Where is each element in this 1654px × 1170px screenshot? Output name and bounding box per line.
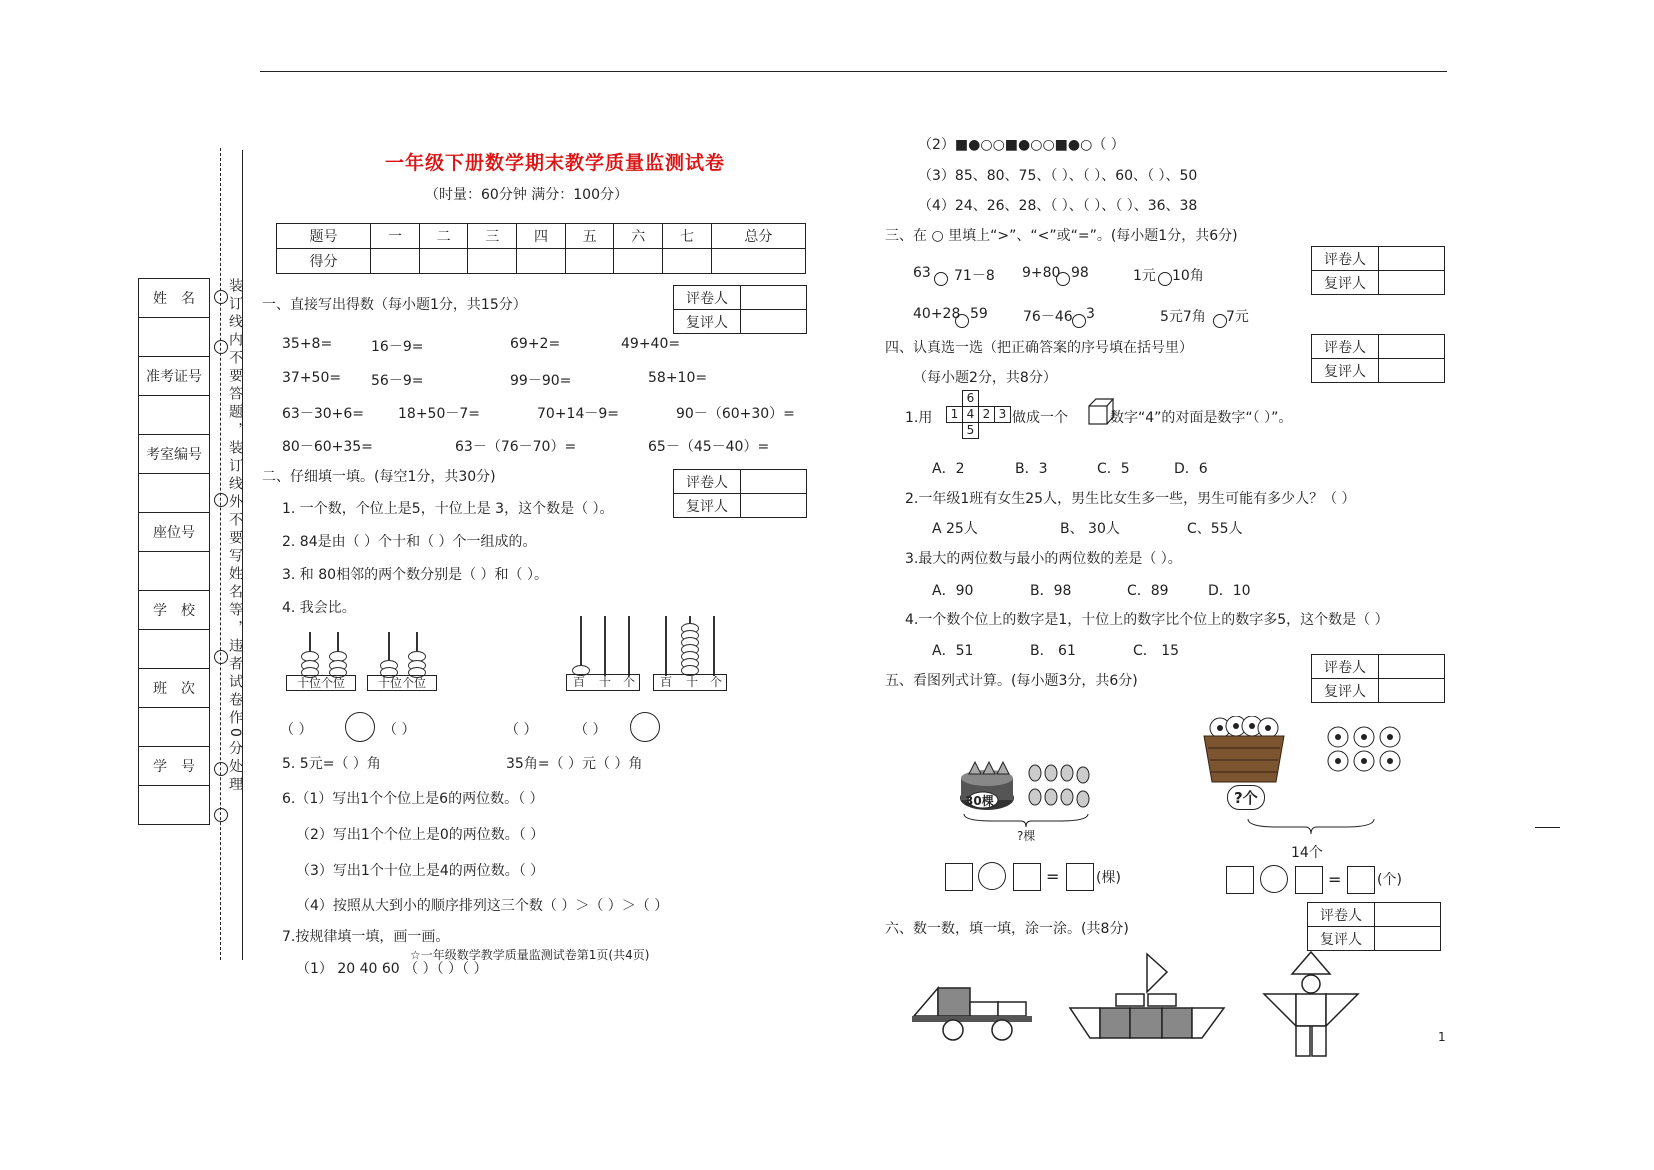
score-row-label: 得分 bbox=[277, 249, 371, 274]
field-name-blank[interactable] bbox=[139, 318, 210, 357]
section4-title: 四、认真选一选（把正确答案的序号填在括号里） bbox=[885, 340, 1193, 356]
question: （3）写出1个十位上是4的两位数。（ ） bbox=[296, 863, 545, 879]
robot-shape-figure bbox=[1262, 950, 1360, 1060]
score-table bbox=[276, 223, 806, 274]
abacus-label: 个 bbox=[623, 675, 636, 689]
carrots-icon bbox=[1025, 763, 1091, 811]
answer-box[interactable] bbox=[1066, 863, 1094, 891]
grader-label: 复评人 bbox=[1312, 679, 1379, 703]
answer-box[interactable] bbox=[1226, 866, 1254, 894]
option[interactable]: A 25人 bbox=[932, 521, 978, 537]
compare-right: 10角 bbox=[1172, 268, 1204, 284]
page-subtitle: （时量：60分钟 满分：100分） bbox=[425, 187, 628, 203]
question: 2. 84是由（ ）个十和（ ）个一组成的。 bbox=[282, 534, 537, 550]
score-header: 一 bbox=[371, 224, 420, 249]
section4-subtitle: （每小题2分，共8分） bbox=[913, 370, 1057, 386]
grader-label: 复评人 bbox=[1312, 359, 1379, 383]
compare-circle[interactable] bbox=[1056, 272, 1070, 286]
option[interactable]: C． 15 bbox=[1133, 643, 1180, 659]
compare-circle[interactable] bbox=[1213, 314, 1227, 328]
question: 35角=（ ）元（ ）角 bbox=[506, 756, 643, 772]
grader-cell[interactable] bbox=[1379, 335, 1445, 359]
page-title: 一年级下册数学期末教学质量监测试卷 bbox=[385, 152, 726, 174]
problem: 56－9= bbox=[371, 373, 424, 389]
question: 1. 一个数，个位上是5，十位上是 3，这个数是（ ）。 bbox=[282, 501, 614, 517]
compare-circle[interactable] bbox=[1072, 314, 1086, 328]
problem: 37+50= bbox=[282, 370, 342, 386]
unit-label: (棵) bbox=[1096, 870, 1121, 886]
section6-title: 六、数一数，填一填，涂一涂。(共8分) bbox=[885, 921, 1129, 937]
question: 2.一年级1班有女生25人，男生比女生多一些，男生可能有多少人？（ ） bbox=[905, 491, 1356, 507]
compare-circle[interactable] bbox=[345, 712, 375, 742]
question: （3）85、80、75、（ ）、（ ）、60、（ ）、50 bbox=[918, 168, 1198, 184]
option[interactable]: C．89 bbox=[1127, 583, 1169, 599]
grader-box-2 bbox=[673, 469, 807, 518]
binding-line bbox=[220, 148, 221, 960]
answer-blank[interactable]: （ ） bbox=[383, 722, 416, 738]
grader-cell[interactable] bbox=[1379, 271, 1445, 295]
compare-circle[interactable] bbox=[934, 272, 948, 286]
grader-label: 复评人 bbox=[1312, 271, 1379, 295]
operator-circle[interactable] bbox=[978, 862, 1006, 890]
grader-box-1 bbox=[673, 285, 807, 334]
operator-circle[interactable] bbox=[1260, 865, 1288, 893]
problem: 58+10= bbox=[648, 370, 708, 386]
compare-left: 63 bbox=[913, 265, 931, 281]
score-header: 四 bbox=[517, 224, 566, 249]
answer-box[interactable] bbox=[945, 863, 973, 891]
grader-cell[interactable] bbox=[741, 470, 807, 494]
problem: 70+14－9= bbox=[537, 406, 619, 422]
abacus-label: 百 bbox=[573, 675, 586, 689]
brace-icon bbox=[1247, 818, 1375, 836]
grader-cell[interactable] bbox=[1379, 655, 1445, 679]
compare-left: 76－46 bbox=[1023, 309, 1073, 325]
field-room: 考室编号 bbox=[139, 435, 210, 474]
score-cell[interactable] bbox=[565, 249, 614, 274]
score-cell[interactable] bbox=[663, 249, 712, 274]
page-footer: ☆一年级数学教学质量监测试卷第1页(共4页) bbox=[410, 948, 650, 962]
answer-box[interactable] bbox=[1013, 863, 1041, 891]
student-info-table bbox=[138, 278, 210, 825]
question: 数字“4”的对面是数字“（ ）”。 bbox=[1110, 410, 1293, 426]
grader-label: 评卷人 bbox=[1312, 335, 1379, 359]
score-header: 三 bbox=[468, 224, 517, 249]
grader-label: 复评人 bbox=[674, 310, 741, 334]
binding-notice: 装订线内不要答题，装订线外不要写姓名等，违者试卷作0分处理 bbox=[227, 278, 243, 795]
margin-mark bbox=[1535, 827, 1560, 828]
field-school-blank[interactable] bbox=[139, 630, 210, 669]
grader-label: 评卷人 bbox=[674, 286, 741, 310]
field-seat: 座位号 bbox=[139, 513, 210, 552]
grader-cell[interactable] bbox=[1375, 903, 1441, 927]
problem: 80－60+35= bbox=[282, 439, 373, 455]
question: （2）■●○○■●○○■●○（ ） bbox=[918, 137, 1125, 153]
unit-label: (个) bbox=[1377, 872, 1402, 888]
compare-left: 40+28 bbox=[913, 306, 961, 322]
equals-sign: = bbox=[1328, 870, 1342, 889]
field-name: 姓 名 bbox=[139, 279, 210, 318]
net-cell: 1 bbox=[946, 406, 963, 423]
compare-right: 7元 bbox=[1226, 309, 1249, 325]
compare-right: 71－8 bbox=[954, 268, 995, 284]
abacus-label: 百 bbox=[660, 675, 673, 689]
net-cell: 2 bbox=[978, 406, 995, 423]
grader-cell[interactable] bbox=[741, 494, 807, 518]
score-header: 七 bbox=[663, 224, 712, 249]
question: 7.按规律填一填，画一画。 bbox=[282, 929, 450, 945]
basket-label: 30棵 bbox=[965, 794, 994, 808]
score-cell[interactable] bbox=[517, 249, 566, 274]
option[interactable]: D．6 bbox=[1174, 461, 1208, 477]
question: 3. 和 80相邻的两个数分别是（ ）和（ ）。 bbox=[282, 567, 548, 583]
grader-label: 评卷人 bbox=[1312, 247, 1379, 271]
page-number: 1 bbox=[1438, 1030, 1446, 1044]
answer-box[interactable] bbox=[1295, 866, 1323, 894]
score-header: 六 bbox=[614, 224, 663, 249]
question: （4）24、26、28、（ ）、（ ）、（ ）、36、38 bbox=[918, 198, 1198, 214]
problem: 63－30+6= bbox=[282, 406, 364, 422]
basket-question-label: ?个 bbox=[1227, 785, 1265, 810]
question: 3.最大的两位数与最小的两位数的差是（ ）。 bbox=[905, 551, 1182, 567]
field-student-no: 学 号 bbox=[139, 747, 210, 786]
question: 做成一个 bbox=[1012, 410, 1068, 426]
abacus-label: 个位 bbox=[402, 676, 427, 690]
problem: 49+40= bbox=[621, 336, 681, 352]
option[interactable]: C．5 bbox=[1097, 461, 1130, 477]
question: （2）写出1个个位上是0的两位数。（ ） bbox=[296, 827, 545, 843]
option[interactable]: B．3 bbox=[1015, 461, 1048, 477]
abacus-label: 十 bbox=[599, 675, 612, 689]
score-cell[interactable] bbox=[614, 249, 663, 274]
grader-label: 复评人 bbox=[1308, 927, 1375, 951]
net-cell: 3 bbox=[994, 406, 1011, 423]
field-class: 班 次 bbox=[139, 669, 210, 708]
brace-label: 14个 bbox=[1291, 845, 1323, 861]
abacus-label: 十位 bbox=[296, 676, 321, 690]
abacus-label: 个 bbox=[710, 675, 723, 689]
option[interactable]: A．2 bbox=[932, 461, 965, 477]
grader-box-4 bbox=[1311, 334, 1445, 383]
grader-label: 评卷人 bbox=[674, 470, 741, 494]
score-cell[interactable] bbox=[468, 249, 517, 274]
field-class-blank[interactable] bbox=[139, 708, 210, 747]
question: （1） 20 40 60 （ ）（ ）（ ） bbox=[296, 961, 488, 977]
grader-cell[interactable] bbox=[1375, 927, 1441, 951]
option[interactable]: A．51 bbox=[932, 643, 974, 659]
loose-balls-icon bbox=[1327, 726, 1401, 772]
question: 5. 5元=（ ）角 bbox=[282, 756, 381, 772]
grader-label: 复评人 bbox=[674, 494, 741, 518]
abacus-label: 十位 bbox=[377, 676, 402, 690]
option[interactable]: D．10 bbox=[1208, 583, 1251, 599]
net-cell: 5 bbox=[962, 422, 979, 439]
field-exam-id: 准考证号 bbox=[139, 357, 210, 396]
score-cell[interactable] bbox=[711, 249, 805, 274]
compare-left: 5元7角 bbox=[1160, 309, 1206, 325]
section1-title: 一、直接写出得数（每小题1分，共15分） bbox=[262, 297, 527, 313]
problem: 18+50－7= bbox=[398, 406, 480, 422]
question: 1.用 bbox=[905, 410, 933, 426]
grader-cell[interactable] bbox=[741, 310, 807, 334]
question: 6.（1）写出1个个位上是6的两位数。（ ） bbox=[282, 791, 544, 807]
option[interactable]: B．98 bbox=[1030, 583, 1072, 599]
grader-cell[interactable] bbox=[1379, 679, 1445, 703]
compare-left: 9+80 bbox=[1022, 265, 1061, 281]
compare-circle[interactable] bbox=[955, 314, 969, 328]
problem: 65－（45－40）= bbox=[648, 439, 770, 455]
abacus-label: 十 bbox=[686, 675, 699, 689]
option[interactable]: C、55人 bbox=[1187, 521, 1243, 537]
answer-blank[interactable]: （ ） bbox=[280, 722, 313, 738]
field-school: 学 校 bbox=[139, 591, 210, 630]
net-cell: 4 bbox=[962, 406, 979, 423]
section3-title: 三、在 ○ 里填上“>”、“<”或“=”。(每小题1分，共6分) bbox=[885, 228, 1238, 244]
compare-circle[interactable] bbox=[630, 712, 660, 742]
grader-label: 评卷人 bbox=[1308, 903, 1375, 927]
score-header: 题号 bbox=[277, 224, 371, 249]
problem: 35+8= bbox=[282, 336, 333, 352]
grader-cell[interactable] bbox=[1379, 247, 1445, 271]
section5-title: 五、看图列式计算。(每小题3分，共6分) bbox=[885, 673, 1138, 689]
compare-circle[interactable] bbox=[1158, 272, 1172, 286]
compare-right: 3 bbox=[1086, 306, 1095, 322]
abacus-label: 个位 bbox=[321, 676, 346, 690]
problem: 99－90= bbox=[510, 373, 572, 389]
option[interactable]: B． 61 bbox=[1030, 643, 1076, 659]
problem: 63－（76－70）= bbox=[455, 439, 577, 455]
brace-label: ?棵 bbox=[1017, 829, 1036, 843]
grader-box-5 bbox=[1311, 654, 1445, 703]
ball-basket-icon bbox=[1200, 716, 1288, 786]
grader-cell[interactable] bbox=[1379, 359, 1445, 383]
boat-shape-figure bbox=[1068, 952, 1226, 1042]
net-cell: 6 bbox=[962, 390, 979, 407]
problem: 90－（60+30）= bbox=[676, 406, 795, 422]
truck-shape-figure bbox=[910, 982, 1035, 1042]
grader-box-6 bbox=[1307, 902, 1441, 951]
field-seat-blank[interactable] bbox=[139, 552, 210, 591]
score-cell[interactable] bbox=[419, 249, 468, 274]
option[interactable]: A．90 bbox=[932, 583, 974, 599]
score-header: 二 bbox=[419, 224, 468, 249]
grader-box-3 bbox=[1311, 246, 1445, 295]
problem: 69+2= bbox=[510, 336, 561, 352]
top-rule bbox=[260, 71, 1447, 72]
question: （4）按照从大到小的顺序排列这三个数（ ）＞（ ）＞（ ） bbox=[296, 898, 669, 914]
answer-box[interactable] bbox=[1347, 866, 1375, 894]
field-student-no-blank[interactable] bbox=[139, 786, 210, 825]
section2-title: 二、仔细填一填。(每空1分，共30分) bbox=[262, 469, 496, 485]
compare-right: 98 bbox=[1071, 265, 1089, 281]
option[interactable]: B、 30人 bbox=[1060, 521, 1120, 537]
answer-blank[interactable]: （ ） bbox=[574, 722, 607, 738]
compare-left: 1元 bbox=[1133, 268, 1156, 284]
score-header: 总分 bbox=[711, 224, 805, 249]
answer-blank[interactable]: （ ） bbox=[505, 722, 538, 738]
equals-sign: = bbox=[1046, 867, 1060, 886]
question: 4. 我会比。 bbox=[282, 600, 356, 616]
grader-label: 评卷人 bbox=[1312, 655, 1379, 679]
score-header: 五 bbox=[565, 224, 614, 249]
field-room-blank[interactable] bbox=[139, 474, 210, 513]
grader-cell[interactable] bbox=[741, 286, 807, 310]
question: 4.一个数个位上的数字是1，十位上的数字比个位上的数字多5，这个数是（ ） bbox=[905, 612, 1389, 628]
compare-right: 59 bbox=[970, 306, 988, 322]
score-cell[interactable] bbox=[371, 249, 420, 274]
problem: 16－9= bbox=[371, 339, 424, 355]
field-exam-id-blank[interactable] bbox=[139, 396, 210, 435]
